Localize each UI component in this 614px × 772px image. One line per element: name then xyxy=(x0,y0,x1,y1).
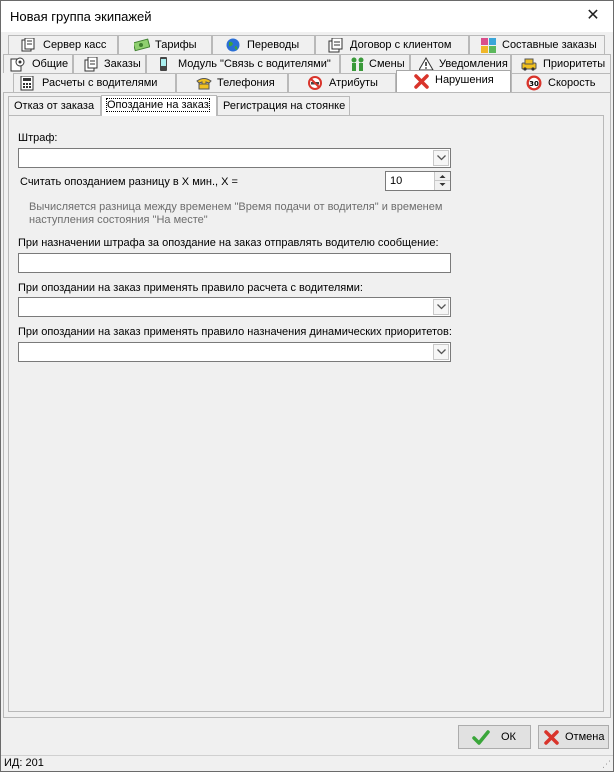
dialog-footer xyxy=(1,720,613,755)
warning-icon xyxy=(419,57,433,71)
tab-label: Нарушения xyxy=(435,74,494,86)
tab-label: Тарифы xyxy=(155,39,197,51)
spinner-up-button[interactable] xyxy=(435,172,450,181)
arrow-up-icon xyxy=(435,172,450,180)
tab-speed[interactable] xyxy=(511,73,611,92)
server-icon xyxy=(21,38,35,52)
message-input[interactable] xyxy=(18,253,451,273)
spinner-buttons xyxy=(434,172,450,190)
tab-orders[interactable] xyxy=(73,54,146,73)
tab-label: Заказы xyxy=(104,58,141,70)
puzzle-icon xyxy=(481,38,495,52)
tab-row-2 xyxy=(3,54,611,73)
speed-30-icon xyxy=(526,75,540,89)
priority-rule-select[interactable] xyxy=(18,342,451,362)
priority-rule-label: При опоздании на заказ применять правило назначения динамических приоритетов: xyxy=(18,326,452,338)
delay-threshold-label: Считать опозданием разницу в X мин., X = xyxy=(20,176,238,188)
cancel-button-label: Отмена xyxy=(565,731,605,743)
globe-icon xyxy=(226,38,240,52)
tab-label: Общие xyxy=(32,58,69,70)
people-icon xyxy=(350,57,364,71)
chevron-down-icon[interactable] xyxy=(433,299,449,315)
tab-cash-server[interactable] xyxy=(8,35,118,54)
tab-label: Договор с клиентом xyxy=(350,39,452,51)
tab-row-1 xyxy=(3,35,611,54)
tab-label: Переводы xyxy=(247,39,300,51)
calculator-icon xyxy=(20,76,34,90)
tab-client-contract[interactable] xyxy=(315,35,469,54)
tab-label: Уведомления xyxy=(439,58,508,70)
tab-label: Телефония xyxy=(217,77,275,89)
tab-translations[interactable] xyxy=(212,35,315,54)
tab-label: Расчеты с водителями xyxy=(42,77,158,89)
ok-button[interactable] xyxy=(458,725,531,749)
title-bar xyxy=(1,1,613,32)
phone-icon xyxy=(156,57,170,71)
chevron-down-icon[interactable] xyxy=(433,150,449,166)
checkmark-icon xyxy=(472,730,490,748)
tab-priorities[interactable] xyxy=(511,54,611,73)
subtab-label: Регистрация на стоянке xyxy=(223,100,346,112)
spinner-down-button[interactable] xyxy=(435,181,450,190)
close-button[interactable]: ✕ xyxy=(586,7,600,24)
contract-icon xyxy=(328,38,342,52)
car-icon xyxy=(521,57,535,71)
orders-icon xyxy=(84,57,98,71)
tab-driver-settlements[interactable] xyxy=(13,73,176,92)
record-id-text: ИД: 201 xyxy=(4,757,44,769)
svg-text:30: 30 xyxy=(529,80,539,88)
resize-grip-icon[interactable]: ⋰ xyxy=(602,759,611,769)
tab-composite-orders[interactable] xyxy=(469,35,605,54)
subtab-label: Отказ от заказа xyxy=(14,100,95,112)
tab-telephony[interactable] xyxy=(176,73,288,92)
delay-threshold-value[interactable]: 10 xyxy=(390,175,403,187)
settings-doc-icon xyxy=(10,57,24,71)
chevron-down-icon[interactable] xyxy=(433,344,449,360)
subtab-order-refusal[interactable] xyxy=(8,96,101,115)
tab-label: Модуль "Связь с водителями" xyxy=(178,58,331,70)
red-x-icon xyxy=(414,74,428,88)
calc-rule-label: При опоздании на заказ применять правило расчета с водителями: xyxy=(18,282,363,294)
calc-rule-select[interactable] xyxy=(18,297,451,317)
arrow-down-icon xyxy=(435,181,450,189)
tab-violations[interactable] xyxy=(396,70,511,92)
tab-label: Составные заказы xyxy=(502,39,597,51)
tab-label: Сервер касс xyxy=(43,39,107,51)
tab-label: Смены xyxy=(369,58,405,70)
fine-select[interactable] xyxy=(18,148,451,168)
money-icon xyxy=(134,38,148,52)
tab-row-3 xyxy=(3,73,611,92)
delay-hint-text: Вычисляется разница между временем "Время подачи от водителя" и временем наступления состояния "На месте" xyxy=(29,201,443,226)
tab-general[interactable] xyxy=(3,54,73,73)
ok-button-label: ОК xyxy=(501,731,516,743)
tab-label: Атрибуты xyxy=(329,77,378,89)
subtab-order-delay[interactable] xyxy=(101,95,217,116)
cancel-x-icon xyxy=(544,730,559,748)
tab-label: Скорость xyxy=(548,77,596,89)
no-smoking-icon xyxy=(308,76,322,90)
subtab-parking-registration[interactable] xyxy=(217,96,350,115)
cancel-button[interactable] xyxy=(538,725,609,749)
telephone-icon xyxy=(196,76,210,90)
tab-label: Приоритеты xyxy=(543,58,606,70)
window-title: Новая группа экипажей xyxy=(10,9,152,24)
fine-label: Штраф: xyxy=(18,132,58,144)
delay-threshold-spinner[interactable] xyxy=(385,171,451,191)
status-bar xyxy=(1,755,613,771)
tab-driver-link-module[interactable] xyxy=(146,54,340,73)
subtab-label: Опоздание на заказ xyxy=(107,99,209,111)
tab-attributes[interactable] xyxy=(288,73,396,92)
tab-tariffs[interactable] xyxy=(118,35,212,54)
message-label: При назначении штрафа за опоздание на заказ отправлять водителю сообщение: xyxy=(18,237,439,249)
